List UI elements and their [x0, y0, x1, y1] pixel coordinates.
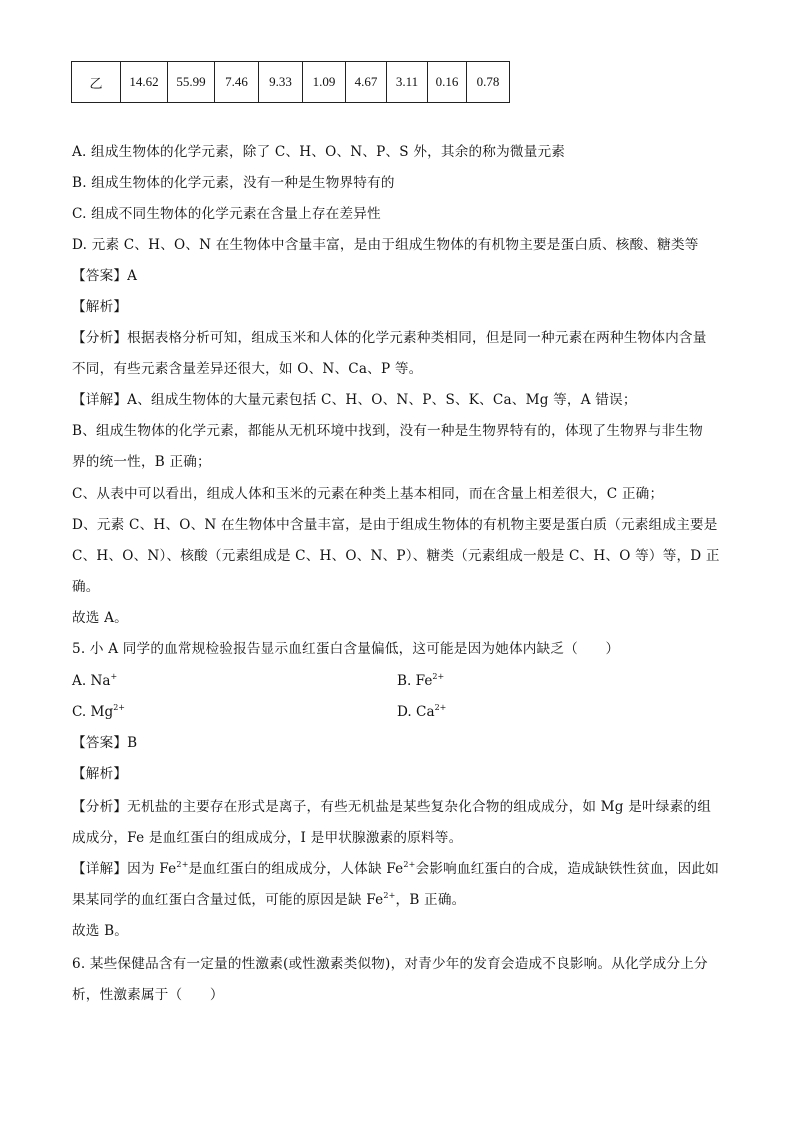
analysis-label: 【解析】 — [72, 299, 128, 315]
question-6-stem: 析，性激素属于（ ） — [72, 987, 224, 1003]
table-cell: 3.11 — [387, 62, 428, 103]
q5-option-c: C. $Mg^{2+}$ — [72, 703, 125, 720]
analysis-text: 【分析】根据表格分析可知，组成玉米和人体的化学元素种类相同，但是同一种元素在两种生物体内含量 — [72, 330, 707, 346]
question-5-stem: 5. 小 A 同学的血常规检验报告显示血红蛋白含量偏低，这可能是因为她体内缺乏（ ） — [72, 641, 620, 657]
table-cell: 1.09 — [303, 62, 346, 103]
detail-text: D、元素 C、H、O、N 在生物体中含量丰富，是由于组成生物体的有机物主要是蛋白质（元素组成主要是 — [72, 517, 718, 533]
option-c-text: C. 组成不同生物体的化学元素在含量上存在差异性 — [72, 206, 381, 222]
table-cell: 7.46 — [215, 62, 259, 103]
q5-option-b: B. $Fe^{2+}$ — [397, 672, 445, 689]
question-6-stem: 6. 某些保健品含有一定量的性激素(或性激素类似物)，对青少年的发育会造成不良影响。从化学成分上分 — [72, 956, 708, 972]
element-content-table — [71, 61, 510, 103]
table-cell: 0.16 — [428, 62, 467, 103]
detail-text: B、组成生物体的化学元素，都能从无机环境中找到，没有一种是生物界特有的，体现了生物界与非生物 — [72, 423, 703, 439]
q5-option-d: D. $Ca^{2+}$ — [397, 703, 447, 720]
detail-text: 【详解】A、组成生物体的大量元素包括 C、H、O、N、P、S、K、Ca、Mg 等，A 错误； — [72, 392, 637, 408]
answer-label: 【答案】A — [72, 268, 138, 284]
table-cell: 乙 — [72, 62, 121, 103]
table-cell: 14.62 — [121, 62, 168, 103]
q5-analysis-label: 【解析】 — [72, 766, 128, 782]
table-cell: 55.99 — [168, 62, 215, 103]
option-d-text: D. 元素 C、H、O、N 在生物体中含量丰富，是由于组成生物体的有机物主要是蛋白质、核酸、糖类等 — [72, 237, 699, 253]
q5-analysis-text: 【分析】无机盐的主要存在形式是离子，有些无机盐是某些复杂化合物的组成成分，如 Mg 是叶绿素的组 — [72, 799, 711, 815]
q5-analysis-text: 成成分，Fe 是血红蛋白的组成成分，I 是甲状腺激素的原料等。 — [72, 830, 463, 846]
table-row — [72, 62, 510, 103]
table-cell: 0.78 — [467, 62, 510, 103]
q5-conclusion-text: 故选 B。 — [72, 923, 129, 939]
q5-option-a: A. Na+ — [72, 672, 118, 689]
detail-text: 界的统一性，B 正确； — [72, 454, 211, 470]
option-a-text: A. 组成生物体的化学元素，除了 C、H、O、N、P、S 外，其余的称为微量元素 — [72, 144, 566, 160]
q5-answer-label: 【答案】B — [72, 735, 138, 751]
conclusion-text: 故选 A。 — [72, 610, 128, 626]
table-cell: 4.67 — [346, 62, 387, 103]
q5-detail-text: 【详解】因为 $Fe^{2+}$是血红蛋白的组成成分，人体缺 $Fe^{2+}$会影响血红蛋白的合成，造成缺铁性贫血，因此如 — [72, 860, 720, 877]
analysis-text: 不同，有些元素含量差异还很大，如 O、N、Ca、P 等。 — [72, 361, 423, 377]
table-cell: 9.33 — [259, 62, 303, 103]
option-b-text: B. 组成生物体的化学元素，没有一种是生物界特有的 — [72, 175, 395, 191]
detail-text: C、H、O、N）、核酸（元素组成是 C、H、O、N、P）、糖类（元素组成一般是 C、H、O 等）等，D 正 — [72, 548, 720, 564]
detail-text: C、从表中可以看出，组成人体和玉米的元素在种类上基本相同，而在含量上相差很大，C 正确； — [72, 486, 664, 502]
q5-detail-text: 果某同学的血红蛋白含量过低，可能的原因是缺 $Fe^{2+}$，B 正确。 — [72, 891, 466, 908]
detail-text: 确。 — [72, 579, 100, 595]
